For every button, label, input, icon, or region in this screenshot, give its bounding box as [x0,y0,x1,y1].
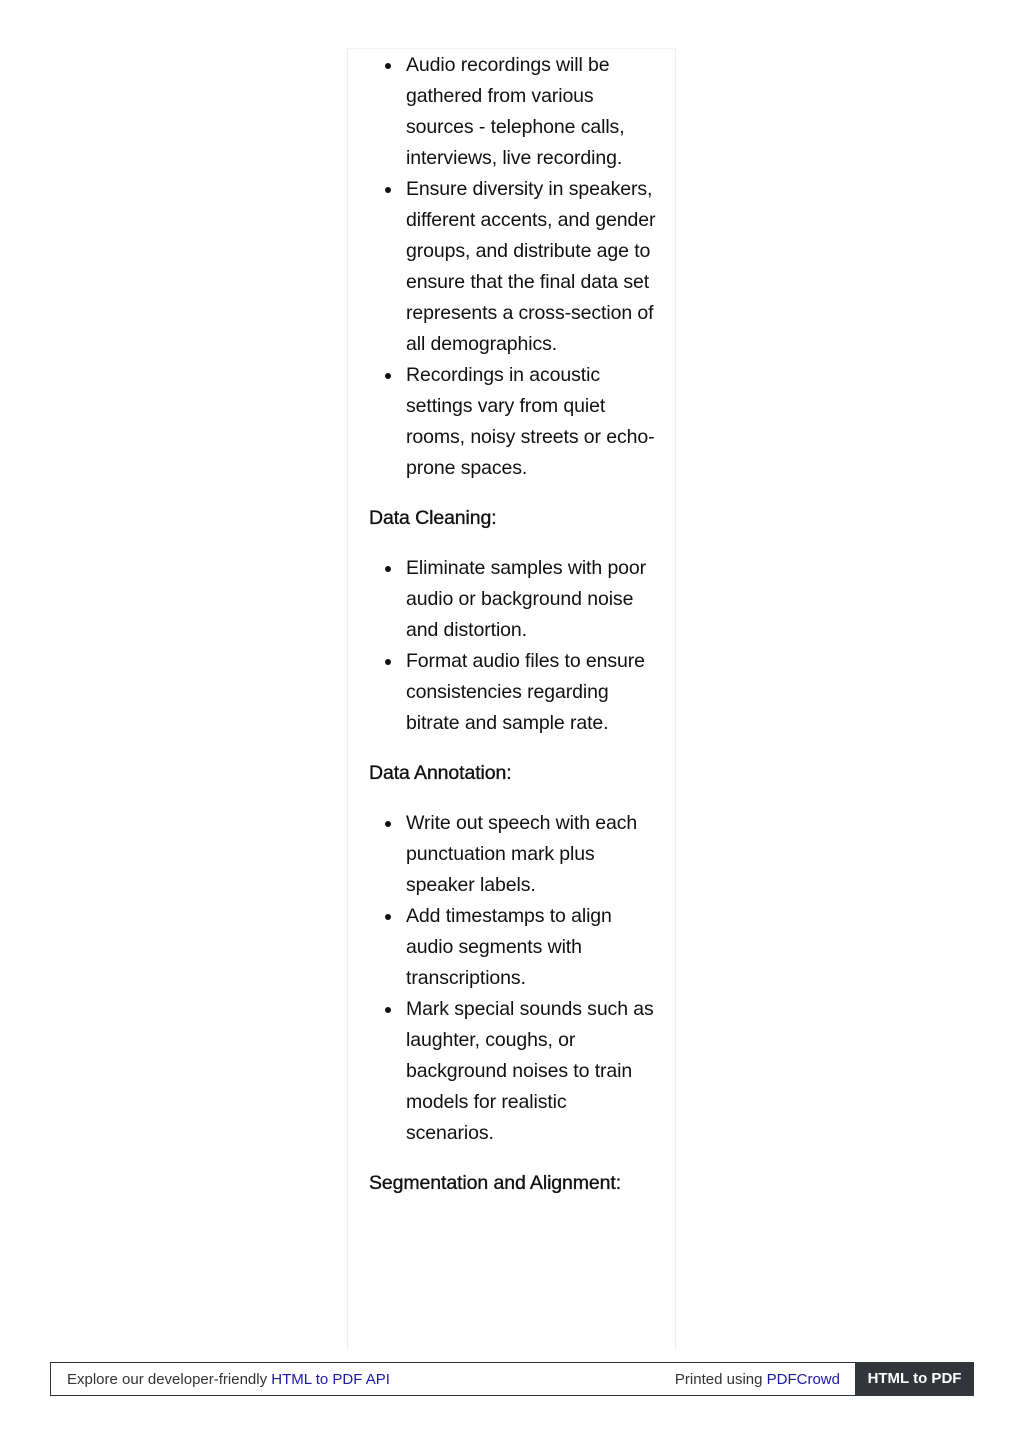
list-item: Ensure diversity in speakers, different accents, and gender groups, and distribute age to ensure that the final data set represents a cross-section of all demographics. [369,174,659,360]
list-item: Add timestamps to align audio segments with transcriptions. [369,901,659,994]
section-heading-data-annotation: Data Annotation: [369,762,512,784]
list-item: Audio recordings will be gathered from various sources - telephone calls, interviews, live recording. [369,50,659,174]
list-item: Mark special sounds such as laughter, coughs, or background noises to train models for realistic scenarios. [369,994,659,1149]
footer-explore [67,1371,390,1388]
html-to-pdf-badge[interactable]: HTML to PDF [855,1362,974,1396]
html-to-pdf-api-link[interactable]: HTML to PDF API [271,1371,390,1388]
collection-list [369,50,659,484]
list-item: Eliminate samples with poor audio or background noise and distortion. [369,553,659,646]
data-annotation-list [369,808,659,1149]
data-cleaning-list [369,553,659,739]
section-heading-segmentation: Segmentation and Alignment: [369,1172,622,1194]
section-heading-data-cleaning: Data Cleaning: [369,507,497,529]
footer-explore-text: Explore our developer-friendly [67,1371,268,1388]
footer-printed [675,1371,840,1388]
footer-printed-text: Printed using [674,1371,763,1388]
article-column [347,48,676,1350]
pdfcrowd-footer [50,1362,974,1396]
pdfcrowd-link[interactable]: PDFCrowd [766,1371,840,1388]
list-item: Write out speech with each punctuation mark plus speaker labels. [369,808,659,901]
list-item: Recordings in acoustic settings vary from quiet rooms, noisy streets or echo-prone spaces. [369,360,659,484]
article-content [369,49,659,1218]
list-item: Format audio files to ensure consistencies regarding bitrate and sample rate. [369,646,659,739]
